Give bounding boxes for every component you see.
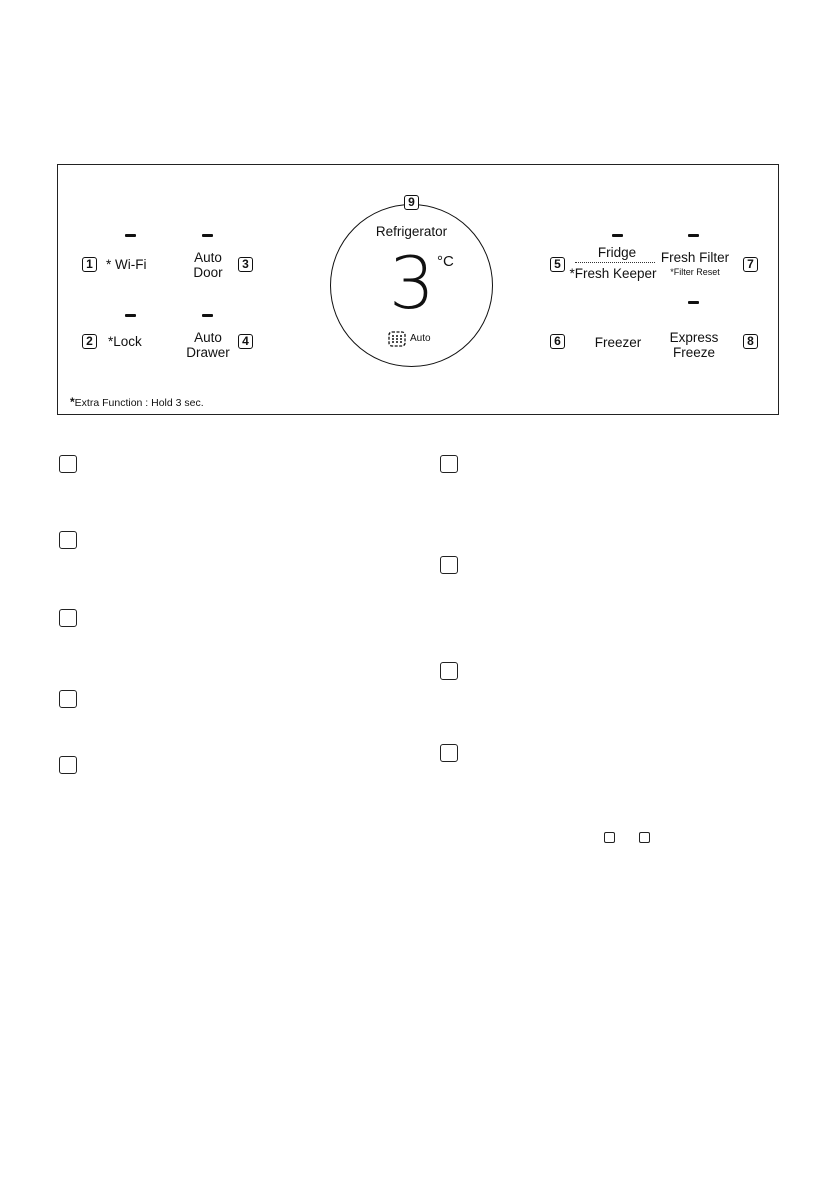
empty-number-box-icon — [639, 832, 650, 843]
control-panel — [57, 164, 779, 415]
auto-door-indicator — [202, 234, 213, 237]
auto-door-label-line1: Auto — [194, 250, 222, 265]
number-badge-5: 5 — [550, 257, 565, 272]
temperature-value: 3 — [389, 241, 435, 325]
empty-number-box-icon — [59, 609, 77, 627]
empty-number-box-icon — [59, 455, 77, 473]
empty-number-box-icon — [59, 756, 77, 774]
auto-mode-label: Auto — [410, 333, 431, 344]
temperature-unit: °C — [437, 253, 454, 270]
fresh-filter-indicator — [688, 234, 699, 237]
empty-number-box-icon — [440, 556, 458, 574]
express-freeze-button[interactable] — [662, 330, 726, 360]
temperature-display[interactable] — [330, 204, 493, 367]
express-freeze-indicator — [688, 301, 699, 304]
empty-number-box-icon — [440, 455, 458, 473]
number-badge-2: 2 — [82, 334, 97, 349]
auto-drawer-label-line2: Drawer — [186, 345, 230, 360]
auto-drawer-indicator — [202, 314, 213, 317]
auto-drawer-label-line1: Auto — [194, 330, 222, 345]
empty-number-box-icon — [440, 662, 458, 680]
number-badge-1: 1 — [82, 257, 97, 272]
auto-door-button[interactable] — [186, 250, 230, 280]
filter-reset-label: *Filter Reset — [670, 267, 720, 277]
express-freeze-label-line1: Express — [669, 330, 719, 345]
auto-drawer-button[interactable] — [182, 330, 234, 360]
number-badge-6: 6 — [550, 334, 565, 349]
extra-function-note — [70, 395, 204, 409]
fresh-keeper-button[interactable]: *Fresh Keeper — [569, 266, 657, 281]
empty-number-box-icon — [440, 744, 458, 762]
wifi-button[interactable]: * Wi-Fi — [106, 257, 147, 272]
number-badge-4: 4 — [238, 334, 253, 349]
fresh-filter-button[interactable]: Fresh Filter — [660, 250, 730, 265]
empty-number-box-icon — [604, 832, 615, 843]
display-title: Refrigerator — [375, 224, 448, 239]
empty-number-box-icon — [59, 531, 77, 549]
lock-button[interactable]: *Lock — [108, 334, 142, 349]
auto-door-label-line2: Door — [193, 265, 223, 280]
number-badge-3: 3 — [238, 257, 253, 272]
express-freeze-label-line2: Freeze — [672, 345, 716, 360]
empty-number-box-icon — [59, 690, 77, 708]
number-badge-7: 7 — [743, 257, 758, 272]
number-badge-8: 8 — [743, 334, 758, 349]
freezer-button[interactable]: Freezer — [594, 335, 642, 350]
fridge-divider — [575, 262, 655, 263]
lock-indicator — [125, 314, 136, 317]
number-badge-9: 9 — [404, 195, 419, 210]
note-text: Extra Function : Hold 3 sec. — [74, 397, 204, 409]
note-asterisk: * — [70, 395, 75, 409]
ice-maker-auto-icon — [388, 331, 406, 347]
fridge-button[interactable]: Fridge — [597, 245, 637, 260]
wifi-indicator — [125, 234, 136, 237]
fridge-indicator — [612, 234, 623, 237]
